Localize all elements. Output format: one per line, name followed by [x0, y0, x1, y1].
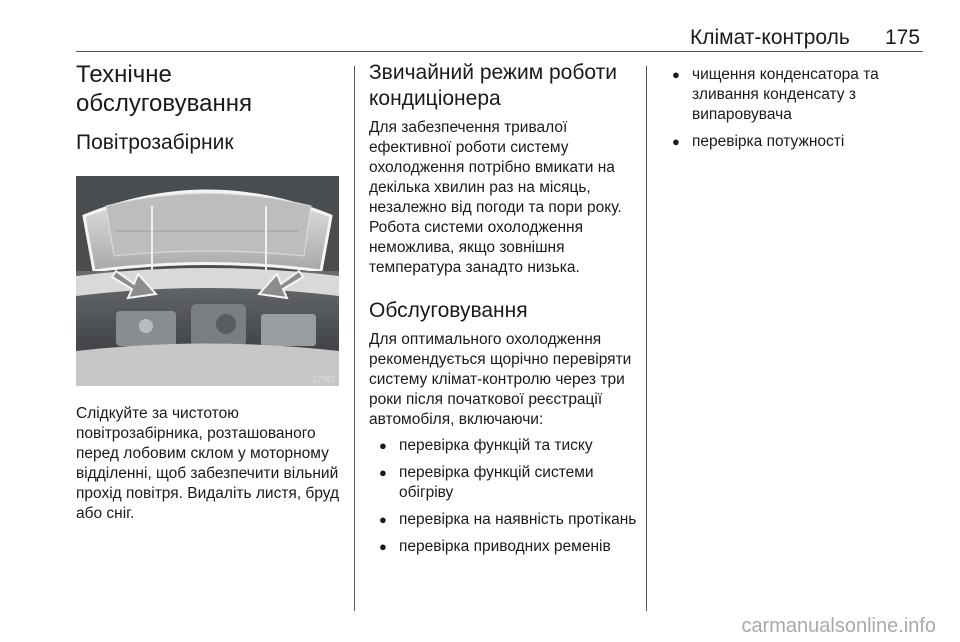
subsection-heading: Звичайний режим роботи кондиціонера: [369, 61, 617, 110]
column-divider: [354, 66, 355, 611]
bullet-icon: ●: [672, 67, 680, 82]
engine-bay-figure: [76, 176, 339, 386]
watermark: carmanualsonline.info: [741, 615, 936, 637]
header-section-title: Клімат-контроль: [690, 26, 850, 49]
page-number: 175: [885, 26, 921, 49]
list-item: ● перевірка приводних ременів: [379, 538, 611, 555]
list-item: ● перевірка функцій системи обігріву: [379, 464, 594, 501]
subsection-heading: Обслуговування: [369, 299, 528, 322]
bullet-list: [369, 436, 639, 557]
list-item: ● перевірка на наявність протікань: [379, 511, 637, 528]
bullet-icon: ●: [379, 438, 387, 453]
subsection-heading: Повітрозабірник: [76, 131, 234, 154]
column-right: [662, 60, 924, 159]
body-paragraph: Для забезпечення тривалої ефективної роботи систему охолодження потрібно вмикати на декілька хвилин раз на місяць, незалежно від погоди та пори року. Робота системи охолодження неможлива, якщо зовнішня температура занадто низька.: [369, 119, 622, 276]
column-middle: [369, 60, 639, 564]
section-heading: Технічне обслуговування: [76, 61, 252, 117]
list-item: ● чищення конденсатора та зливання конденсату з випаровувача: [672, 66, 879, 123]
list-item: ● перевірка потужності: [672, 133, 845, 150]
bullet-icon: ●: [379, 465, 387, 480]
figure-code: 17081: [312, 375, 335, 384]
body-paragraph: Слідкуйте за чистотою повітрозабірника, розташованого перед лобовим склом у моторному відділенні, щоб забезпечити вільний прохід повітря. Видаліть листя, бруд або сніг.: [76, 405, 340, 522]
engine-bay-illustration: [76, 176, 339, 386]
list-item: ● перевірка функцій та тиску: [379, 437, 593, 454]
bullet-icon: ●: [379, 512, 387, 527]
body-paragraph: Для оптимального охолодження рекомендується щорічно перевіряти систему клімат-контролю через три роки після початкової реєстрації автомобіля, включаючи:: [369, 331, 632, 428]
column-divider: [646, 66, 647, 611]
bullet-icon: ●: [672, 134, 680, 149]
header-rule: [76, 51, 923, 52]
column-left: [76, 60, 344, 524]
bullet-list: [662, 65, 924, 152]
bullet-icon: ●: [379, 539, 387, 554]
